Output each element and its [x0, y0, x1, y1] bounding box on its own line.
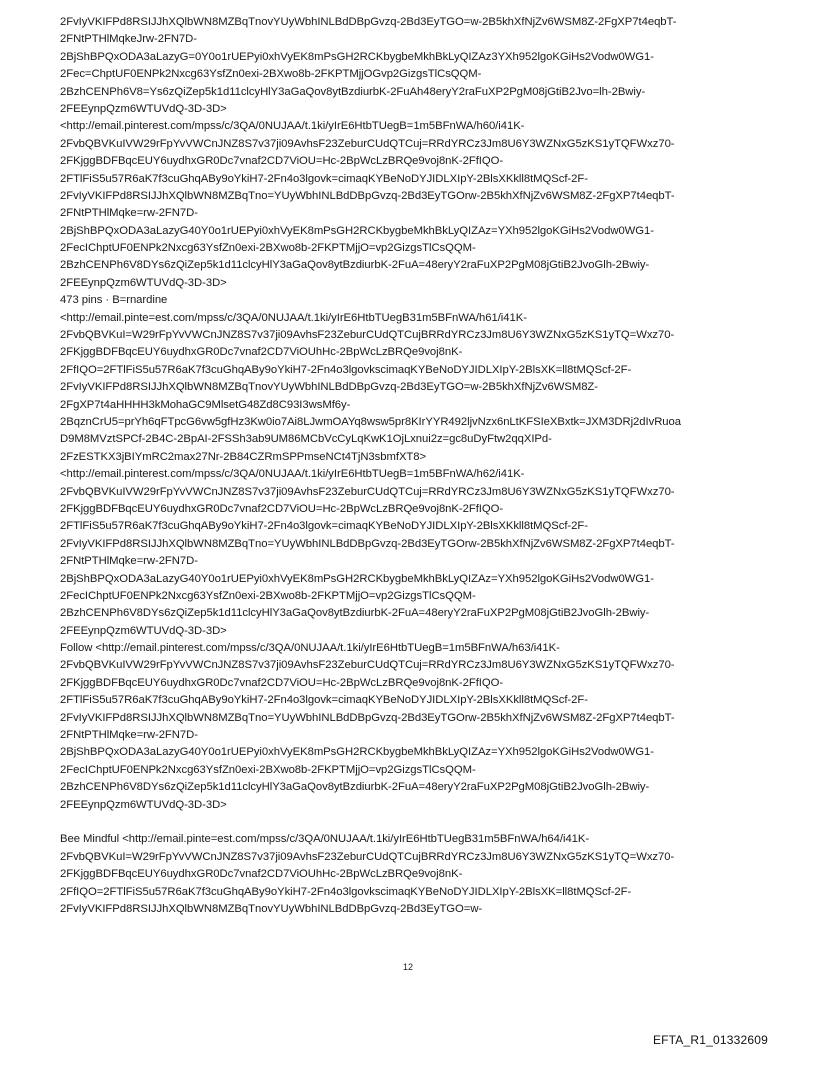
- text-line: 2FvIyVKIFPd8RSIJJhXQlbWN8MZBqTno=YUyWbhINLBdDBpGvzq-2Bd3EyTGOrw-2B5khXfNjZv6WSM8Z-2FgXP7t4eqbT-: [60, 537, 675, 550]
- blank-line: [60, 814, 780, 831]
- text-line: 2BzhCENPh6V8DYs6zQiZep5k1d11clcyHlY3aGaQov8ytBzdiurbK-2FuA=48eryY2raFuXP2PgM08jGtiB2JvoGlh-2Bwiy-: [60, 781, 650, 794]
- text-line: 2FvIyVKIFPd8RSIJJhXQlbWN8MZBqTno=YUyWbhINLBdDBpGvzq-2Bd3EyTGOrw-2B5khXfNjZv6WSM8Z-2FgXP7t4eqbT-: [60, 711, 675, 724]
- text-line: 2FvIyVKIFPd8RSIJJhXQlbWN8MZBqTnovYUyWbhINLBdDBpGvzq-2Bd3EyTGO=w-: [60, 902, 483, 915]
- text-line: Bee Mindful <http://email.pinte=est.com/mpss/c/3QA/0NUJAA/t.1ki/yIrE6HtbTUegB31m5BFnWA/h64/i41K-: [60, 833, 590, 846]
- text-line: 2BzhCENPh6V8DYs6zQiZep5k1d11clcyHlY3aGaQov8ytBzdiurbK-2FuA=48eryY2raFuXP2PgM08jGtiB2JvoGlh-2Bwiy-: [60, 607, 650, 620]
- text-line: 2BjShBPQxODA3aLazyG=0Y0o1rUEPyi0xhVyEK8mPsGH2RCKbygbeMkhBkLyQIZAz3YXh952lgoKGiHs2Vodw0WG1-: [60, 50, 654, 63]
- page-number: 12: [402, 962, 413, 972]
- text-line: D9M8MVztSPCf-2B4C-2BpAI-2FSSh3ab9UM86MCbVcCyLqKwK1OjLxnui2z=gc8uDyFtw2qqXIPd-: [60, 433, 552, 446]
- text-line: <http://email.pinterest.com/mpss/c/3QA/0NUJAA/t.1ki/yIrE6HtbTUegB=1m5BFnWA/h60/i41K-: [60, 120, 525, 133]
- text-line: 2BjShBPQxODA3aLazyG40Y0o1rUEPyi0xhVyEK8mPsGH2RCKbygbeMkhBkLyQIZAz=YXh952lgoKGiHs2Vodw0WG1-: [60, 572, 654, 585]
- text-line: 2FNtPTHlMqkeJrw-2FN7D-: [60, 33, 197, 46]
- text-line: 2FvIyVKIFPd8RSIJJhXQlbWN8MZBqTnovYUyWbhINLBdDBpGvzq-2Bd3EyTGO=w-2B5khXfNjZv6WSM8Z-2FgXP7t4eqbT-: [60, 16, 677, 28]
- text-line: 2FEEynpQzm6WTUVdQ-3D-3D>: [60, 624, 227, 637]
- text-line: 2FEEynpQzm6WTUVdQ-3D-3D>: [60, 102, 227, 115]
- text-line: 473 pins · B=rnardine: [60, 294, 168, 307]
- text-line: 2FecIChptUF0ENPk2Nxcg63YsfZn0exi-2BXwo8b-2FKPTMjjO=vp2GizgsTlCsQQM-: [60, 589, 476, 602]
- text-line: 2FvbQBVKuI=W29rFpYvVWCnJNZ8S7v37ji09AvhsF23ZeburCUdQTCujBRRdYRCz3Jm8U6Y3WZNxG5zKS1yTQ=Wxz70-: [60, 329, 675, 342]
- text-line: 2FTlFiS5u57R6aK7f3cuGhqABy9oYkiH7-2Fn4o3lgovk=cimaqKYBeNoDYJIDLXIpY-2BlsXKkll8tMQScf-2F-: [60, 172, 588, 185]
- text-line: 2FecIChptUF0ENPk2Nxcg63YsfZn0exi-2BXwo8b-2FKPTMjjO=vp2GizgsTlCsQQM-: [60, 763, 476, 776]
- text-line: 2Fec=ChptUF0ENPk2Nxcg63YsfZn0exi-2BXwo8b-2FKPTMjjOGvp2GizgsTlCsQQM-: [60, 68, 482, 81]
- text-line: 2FgXP7t4aHHHH3kMohaGC9MlsetG48Zd8C93I3wsMf6y-: [60, 398, 351, 411]
- text-line: 2FfIQO=2FTlFiS5u57R6aK7f3cuGhqABy9oYkiH7-2Fn4o3lgovkscimaqKYBeNoDYJIDLXIpY-2BlsXK=ll8tMQScf-2F-: [60, 885, 632, 898]
- text-line: 2BqznCrU5=prYh6qFTpcG6vw5gfHz3Kw0io7Ai8LJwmOAYq8wsw5pr8KIrYYR492ljvNzx6nLtKFSIeXBxtk=JXM3DRj2dIvRuoa: [60, 415, 682, 428]
- text-line: 2FvIyVKIFPd8RSIJJhXQlbWN8MZBqTnovYUyWbhINLBdDBpGvzq-2Bd3EyTGO=w-2B5khXfNjZv6WSM8Z-: [60, 381, 598, 394]
- text-line: 2FvbQBVKuI=W29rFpYvVWCnJNZ8S7v37ji09AvhsF23ZeburCUdQTCujBRRdYRCz3Jm8U6Y3WZNxG5zKS1yTQ=Wxz70-: [60, 850, 675, 863]
- text-line: 2FEEynpQzm6WTUVdQ-3D-3D>: [60, 798, 227, 811]
- text-line: 2FNtPTHlMqke=rw-2FN7D-: [60, 207, 198, 220]
- text-line: 2FfIQO=2FTlFiS5u57R6aK7f3cuGhqABy9oYkiH7-2Fn4o3lgovkscimaqKYBeNoDYJIDLXIpY-2BlsXK=ll8tMQScf-2F-: [60, 363, 632, 376]
- text-line: 2BjShBPQxODA3aLazyG40Y0o1rUEPyi0xhVyEK8mPsGH2RCKbygbeMkhBkLyQIZAz=YXh952lgoKGiHs2Vodw0WG1-: [60, 746, 654, 759]
- text-line: 2FNtPTHlMqke=rw-2FN7D-: [60, 555, 198, 568]
- text-line: 2FecIChptUF0ENPk2Nxcg63YsfZn0exi-2BXwo8b-2FKPTMjjO=vp2GizgsTlCsQQM-: [60, 242, 476, 255]
- text-line: 2BzhCENPh6V8=Ys6zQiZep5k1d11clcyHlY3aGaQov8ytBzdiurbK-2FuAh48eryY2raFuXP2PgM08jGtiB2Jvo=lh-2Bwiy-: [60, 85, 646, 98]
- text-line: 2FKjggBDFBqcEUY6uydhxGR0Dc7vnaf2CD7ViOU=Hc-2BpWcLzBRQe9voj8nK-2FfIQO-: [60, 502, 504, 515]
- document-id-stamp: EFTA_R1_01332609: [652, 1033, 768, 1047]
- text-line: 2FvbQBVKuIVW29rFpYvVWCnJNZ8S7v37ji09AvhsF23ZeburCUdQTCuj=RRdYRCz3Jm8U6Y3WZNxG5zKS1yTQFWxz70-: [60, 137, 675, 150]
- text-line: 2FKjggBDFBqcEUY6uydhxGR0Dc7vnaf2CD7ViOUhHc-2BpWcLzBRQe9voj8nK-: [60, 868, 463, 881]
- text-line: 2FTlFiS5u57R6aK7f3cuGhqABy9oYkiH7-2Fn4o3lgovk=cimaqKYBeNoDYJIDLXIpY-2BlsXKkll8tMQScf-2F-: [60, 694, 588, 707]
- email-body-text: [60, 14, 780, 918]
- text-line: 2FvbQBVKuIVW29rFpYvVWCnJNZ8S7v37ji09AvhsF23ZeburCUdQTCuj=RRdYRCz3Jm8U6Y3WZNxG5zKS1yTQFWxz70-: [60, 485, 675, 498]
- text-line: <http://email.pinte=est.com/mpss/c/3QA/0NUJAA/t.1ki/yIrE6HtbTUegB31m5BFnWA/h61/i41K-: [60, 311, 527, 324]
- text-line: <http://email.pinterest.com/mpss/c/3QA/0NUJAA/t.1ki/yIrE6HtbTUegB=1m5BFnWA/h62/i41K-: [60, 468, 525, 481]
- text-line: 2FTlFiS5u57R6aK7f3cuGhqABy9oYkiH7-2Fn4o3lgovk=cimaqKYBeNoDYJIDLXIpY-2BlsXKkll8tMQScf-2F-: [60, 520, 588, 533]
- text-line: 2BjShBPQxODA3aLazyG40Y0o1rUEPyi0xhVyEK8mPsGH2RCKbygbeMkhBkLyQIZAz=YXh952lgoKGiHs2Vodw0WG1-: [60, 224, 654, 237]
- text-line: Follow <http://email.pinterest.com/mpss/c/3QA/0NUJAA/t.1ki/yIrE6HtbTUegB=1m5BFnWA/h63/i41K-: [60, 642, 560, 655]
- text-line: 2FvIyVKIFPd8RSIJJhXQlbWN8MZBqTno=YUyWbhINLBdDBpGvzq-2Bd3EyTGOrw-2B5khXfNjZv6WSM8Z-2FgXP7t4eqbT-: [60, 189, 675, 202]
- text-line: 2FKjggBDFBqcEUY6uydhxGR0Dc7vnaf2CD7ViOU=Hc-2BpWcLzBRQe9voj8nK-2FfIQO-: [60, 155, 504, 168]
- text-line: 2FNtPTHlMqke=rw-2FN7D-: [60, 729, 198, 742]
- text-line: 2FKjggBDFBqcEUY6uydhxGR0Dc7vnaf2CD7ViOUhHc-2BpWcLzBRQe9voj8nK-: [60, 346, 463, 359]
- text-line: 2FKjggBDFBqcEUY6uydhxGR0Dc7vnaf2CD7ViOU=Hc-2BpWcLzBRQe9voj8nK-2FfIQO-: [60, 676, 504, 689]
- text-line: 2BzhCENPh6V8DYs6zQiZep5k1d11clcyHlY3aGaQov8ytBzdiurbK-2FuA=48eryY2raFuXP2PgM08jGtiB2JvoGlh-2Bwiy-: [60, 259, 650, 272]
- text-line: 2FvbQBVKuIVW29rFpYvVWCnJNZ8S7v37ji09AvhsF23ZeburCUdQTCuj=RRdYRCz3Jm8U6Y3WZNxG5zKS1yTQFWxz70-: [60, 659, 675, 672]
- text-line: 2FzESTKX3jBIYmRC2max27Nr-2B84CZRmSPPmseNCt4TjN3sbmfXT8>: [60, 450, 427, 463]
- text-line: 2FEEynpQzm6WTUVdQ-3D-3D>: [60, 276, 227, 289]
